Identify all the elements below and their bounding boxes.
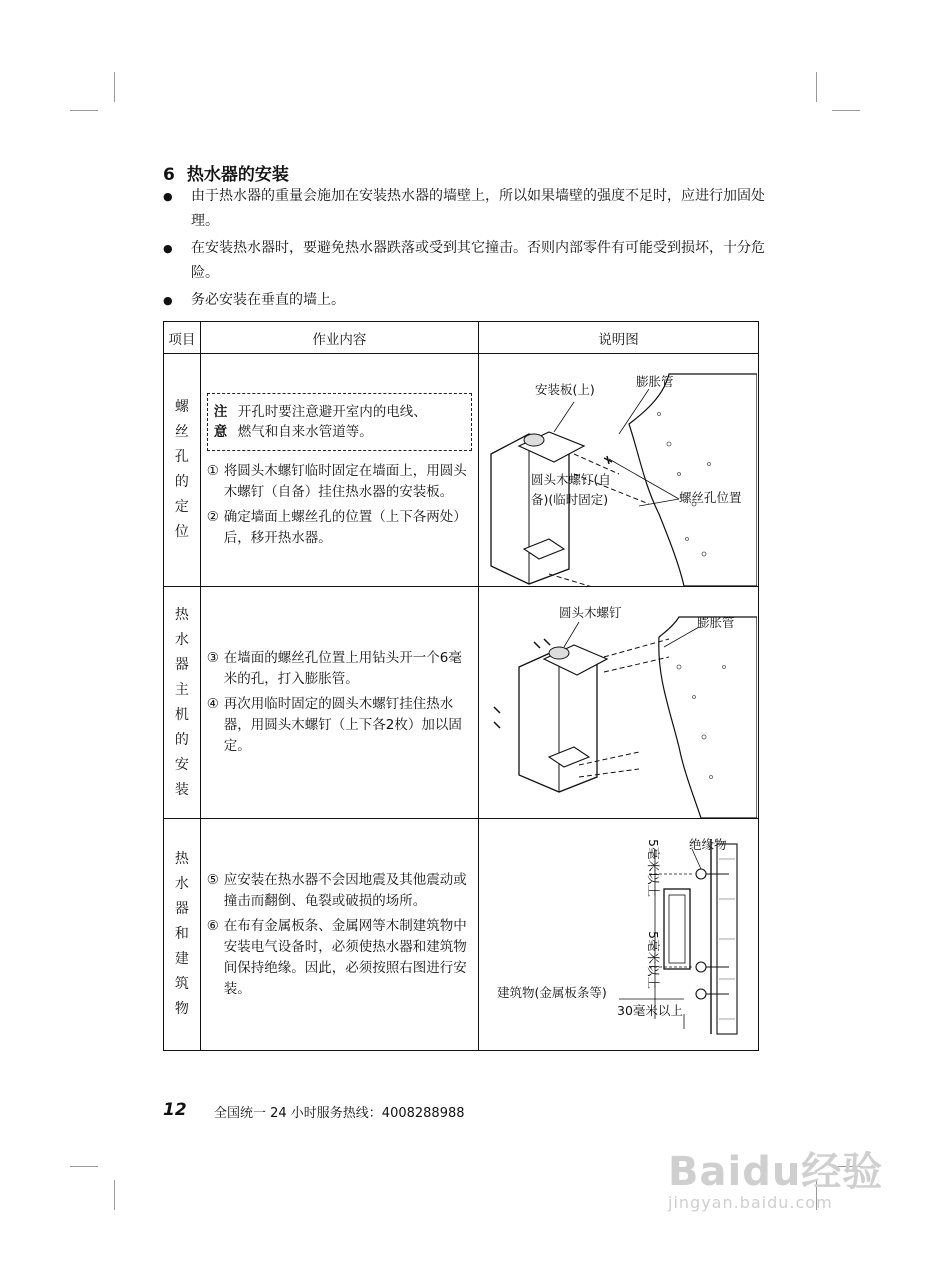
label-anchor: 膨胀管 <box>636 374 674 389</box>
watermark <box>668 1140 883 1212</box>
note-label: 注 <box>213 404 228 420</box>
step-item: ⑥ 在布有金属板条、金属网等木制建筑物中安装电气设备时，必须使热水器和建筑物间保持绝缘。因此，必须按照右图进行安装。 <box>206 917 467 997</box>
diagram-insulation <box>479 819 759 1051</box>
step-item: ② 确定墙面上螺丝孔的位置（上下各两处）后，移开热水器。 <box>206 509 467 546</box>
label-anchor: 膨胀管 <box>697 615 735 630</box>
row-content <box>200 819 478 1051</box>
installation-table <box>163 321 759 1051</box>
label-insulator: 绝缘物 <box>689 837 727 852</box>
label-hole: 螺丝孔位置 <box>679 490 742 505</box>
row-content <box>200 587 478 819</box>
table-row <box>164 354 759 587</box>
row-item-label: 热 水 器 和 建 筑 物 <box>164 819 201 1051</box>
page-number: 12 <box>163 1100 187 1120</box>
section-title <box>163 160 289 185</box>
row-item-label: 热 水 器 主 机 的 安 装 <box>164 587 201 819</box>
crop-mark <box>816 72 817 102</box>
diagram-svg <box>479 354 757 586</box>
diagram-heater-install <box>479 587 759 819</box>
table-row <box>164 587 759 819</box>
label-plate: 安装板(上) <box>535 382 595 397</box>
label-screw: 圆头木螺钉 <box>559 605 622 620</box>
label-screw-1: 圆头木螺钉(自 <box>531 472 611 487</box>
label-screw-2: 备)(临时固定) <box>531 492 609 507</box>
bullet-item: ● 在安装热水器时，要避免热水器跌落或受到其它撞击。否则内部零件有可能受到损坏，十分危险。 <box>163 236 773 286</box>
label-dim-bottom: 5毫米以上 <box>646 931 661 989</box>
header-content: 作业内容 <box>200 322 478 354</box>
watermark-url: jingyan.baidu.com <box>668 1193 833 1212</box>
step-item: ④ 再次用临时固定的圆头木螺钉挂住热水器，用圆头木螺钉（上下各2枚）加以固定。 <box>206 696 462 754</box>
section-title-text: 热水器的安装 <box>186 165 289 185</box>
diagram-svg <box>479 819 757 1050</box>
wall-shape <box>629 374 757 586</box>
crop-mark <box>70 110 98 111</box>
section-number: 6 <box>163 165 175 185</box>
crop-mark <box>114 1180 115 1210</box>
row-content <box>200 354 478 587</box>
step-item: ① 将圆头木螺钉临时固定在墙面上，用圆头木螺钉（自备）挂住热水器的安装板。 <box>206 463 467 500</box>
diagram-svg <box>479 587 757 818</box>
header-diagram: 说明图 <box>479 322 759 354</box>
table-row <box>164 819 759 1051</box>
bullet-item: ● 务必安装在垂直的墙上。 <box>163 288 773 313</box>
step-item: ③ 在墙面的螺丝孔位置上用钻头开一个6毫米的孔，打入膨胀管。 <box>206 650 462 687</box>
table-header-row <box>164 322 759 354</box>
bullet-list <box>163 184 773 315</box>
label-dim-side: 30毫米以上 <box>617 1003 683 1018</box>
caution-note: 注 意 开孔时要注意避开室内的电线、 燃气和自来水管道等。 <box>207 393 472 451</box>
watermark-main: Baidu经验 <box>668 1149 884 1195</box>
diagram-screw-hole <box>479 354 759 587</box>
crop-mark <box>114 72 115 102</box>
bullet-item: ● 由于热水器的重量会施加在安装热水器的墙壁上，所以如果墙壁的强度不足时，应进行加固处理。 <box>163 184 773 234</box>
wall-shape <box>659 617 757 818</box>
crop-mark <box>70 1166 98 1167</box>
row-item-label: 螺 丝 孔 的 定 位 <box>164 354 201 587</box>
hotline-text: 全国统一 24 小时服务热线：4008288988 <box>214 1106 465 1121</box>
label-building: 建筑物(金属板条等) <box>497 985 607 1000</box>
note-text: 开孔时要注意避开室内的电线、 <box>237 404 427 420</box>
step-item: ⑤ 应安装在热水器不会因地震及其他震动或撞击而翻倒、龟裂或破损的场所。 <box>206 871 467 909</box>
crop-mark <box>832 110 860 111</box>
header-item: 项目 <box>164 322 201 354</box>
label-dim-top: 5毫米以上 <box>646 839 661 897</box>
